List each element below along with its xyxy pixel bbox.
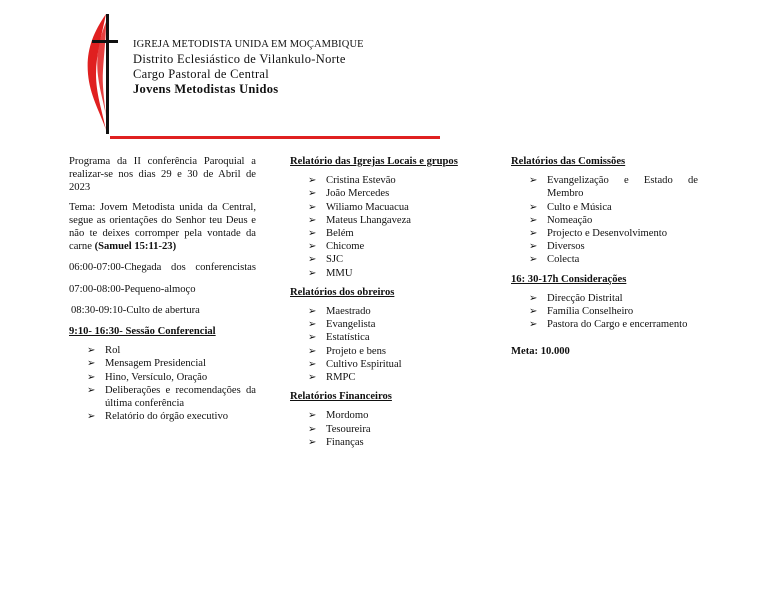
- list-item: ➢ Culto e Música: [511, 201, 698, 214]
- theme-paragraph: [69, 201, 256, 254]
- local-churches-heading: Relatório das Igrejas Locais e grupos: [290, 156, 458, 167]
- header-divider: [110, 136, 440, 139]
- list-item: ➢ Direcção Distrital: [511, 292, 698, 305]
- list-item: ➢ Cristina Estevão: [290, 174, 480, 187]
- goal-text: Meta: 10.000: [511, 346, 570, 358]
- list-item: ➢ Projeto e bens: [290, 345, 480, 358]
- schedule-item: 07:00-08:00-Pequeno-almoço: [69, 283, 196, 295]
- list-item: ➢ Evangelista: [290, 318, 480, 331]
- list-item: ➢ Relatório do órgão executivo: [69, 410, 256, 423]
- list-item: ➢ RMPC: [290, 371, 480, 384]
- list-item: ➢ Família Conselheiro: [511, 305, 698, 318]
- commissions-heading: Relatórios das Comissões: [511, 156, 626, 167]
- theme-reference: (Samuel 15:11-23): [94, 241, 177, 253]
- list-item: ➢ Projecto e Desenvolvimento: [511, 227, 698, 240]
- commissions-column: [511, 155, 698, 359]
- list-item: ➢ Tesoureira: [290, 423, 480, 436]
- list-item: ➢ Rol: [69, 344, 256, 357]
- list-item: ➢ Finanças: [290, 436, 480, 449]
- cross-and-flame-logo: [84, 12, 118, 136]
- commissions-list: [511, 174, 698, 266]
- list-item: ➢ Cultivo Espiritual: [290, 358, 480, 371]
- list-item: ➢ Wiliamo Macuacua: [290, 201, 480, 214]
- list-item: ➢ João Mercedes: [290, 187, 480, 200]
- list-item: ➢ Colecta: [511, 253, 698, 266]
- list-item: ➢ Mensagem Presidencial: [69, 357, 256, 370]
- session-list: [69, 344, 256, 423]
- list-item: ➢ Diversos: [511, 240, 698, 253]
- workers-heading: Relatórios dos obreiros: [290, 286, 395, 298]
- list-item: ➢ Nomeação: [511, 214, 698, 227]
- program-intro: Programa da II conferência Paroquial a realizar-se nos dias 29 e 30 de Abril de 2023: [69, 156, 256, 194]
- list-item: ➢ Evangelização e Estado de Membro: [511, 174, 698, 200]
- group-name: Jovens Metodistas Unidos: [133, 82, 279, 96]
- considerations-list: [511, 292, 698, 332]
- list-item: ➢ MMU: [290, 267, 480, 280]
- list-item: ➢ Belém: [290, 227, 480, 240]
- finance-heading: Relatórios Financeiros: [290, 391, 392, 403]
- list-item: ➢ Chicome: [290, 240, 480, 253]
- list-item: ➢ Mordomo: [290, 409, 480, 422]
- schedule-item: 08:30-09:10-Culto de abertura: [71, 304, 200, 316]
- district-name: Distrito Eclesiástico de Vilankulo-Norte: [133, 52, 346, 66]
- session-heading: 9:10- 16:30- Sessão Conferencial: [69, 326, 216, 338]
- letterhead: [133, 38, 364, 97]
- schedule-item: 06:00-07:00-Chegada dos conferencistas: [69, 262, 256, 274]
- list-item: ➢ Pastora do Cargo e encerramento: [511, 318, 698, 331]
- reports-column: [290, 155, 480, 455]
- list-item: ➢ SJC: [290, 253, 480, 266]
- list-item: ➢ Deliberações e recomendações da última conferência: [69, 384, 256, 410]
- program-column: [69, 155, 256, 429]
- theme-text: Tema: Jovem Metodista unida da Central, segue as orientações do Senhor teu Deus e não te deixes corromper pela vontade da carne: [69, 201, 256, 253]
- workers-list: [290, 305, 480, 384]
- list-item: ➢ Mateus Lhangaveza: [290, 214, 480, 227]
- considerations-heading: 16: 30-17h Considerações: [511, 273, 627, 285]
- org-name: IGREJA METODISTA UNIDA EM MOÇAMBIQUE: [133, 39, 364, 50]
- list-item: ➢ Hino, Versículo, Oração: [69, 371, 256, 384]
- list-item: ➢ Estatística: [290, 331, 480, 344]
- finance-list: [290, 409, 480, 449]
- office-name: Cargo Pastoral de Central: [133, 67, 270, 81]
- local-churches-list: [290, 174, 480, 280]
- list-item: ➢ Maestrado: [290, 305, 480, 318]
